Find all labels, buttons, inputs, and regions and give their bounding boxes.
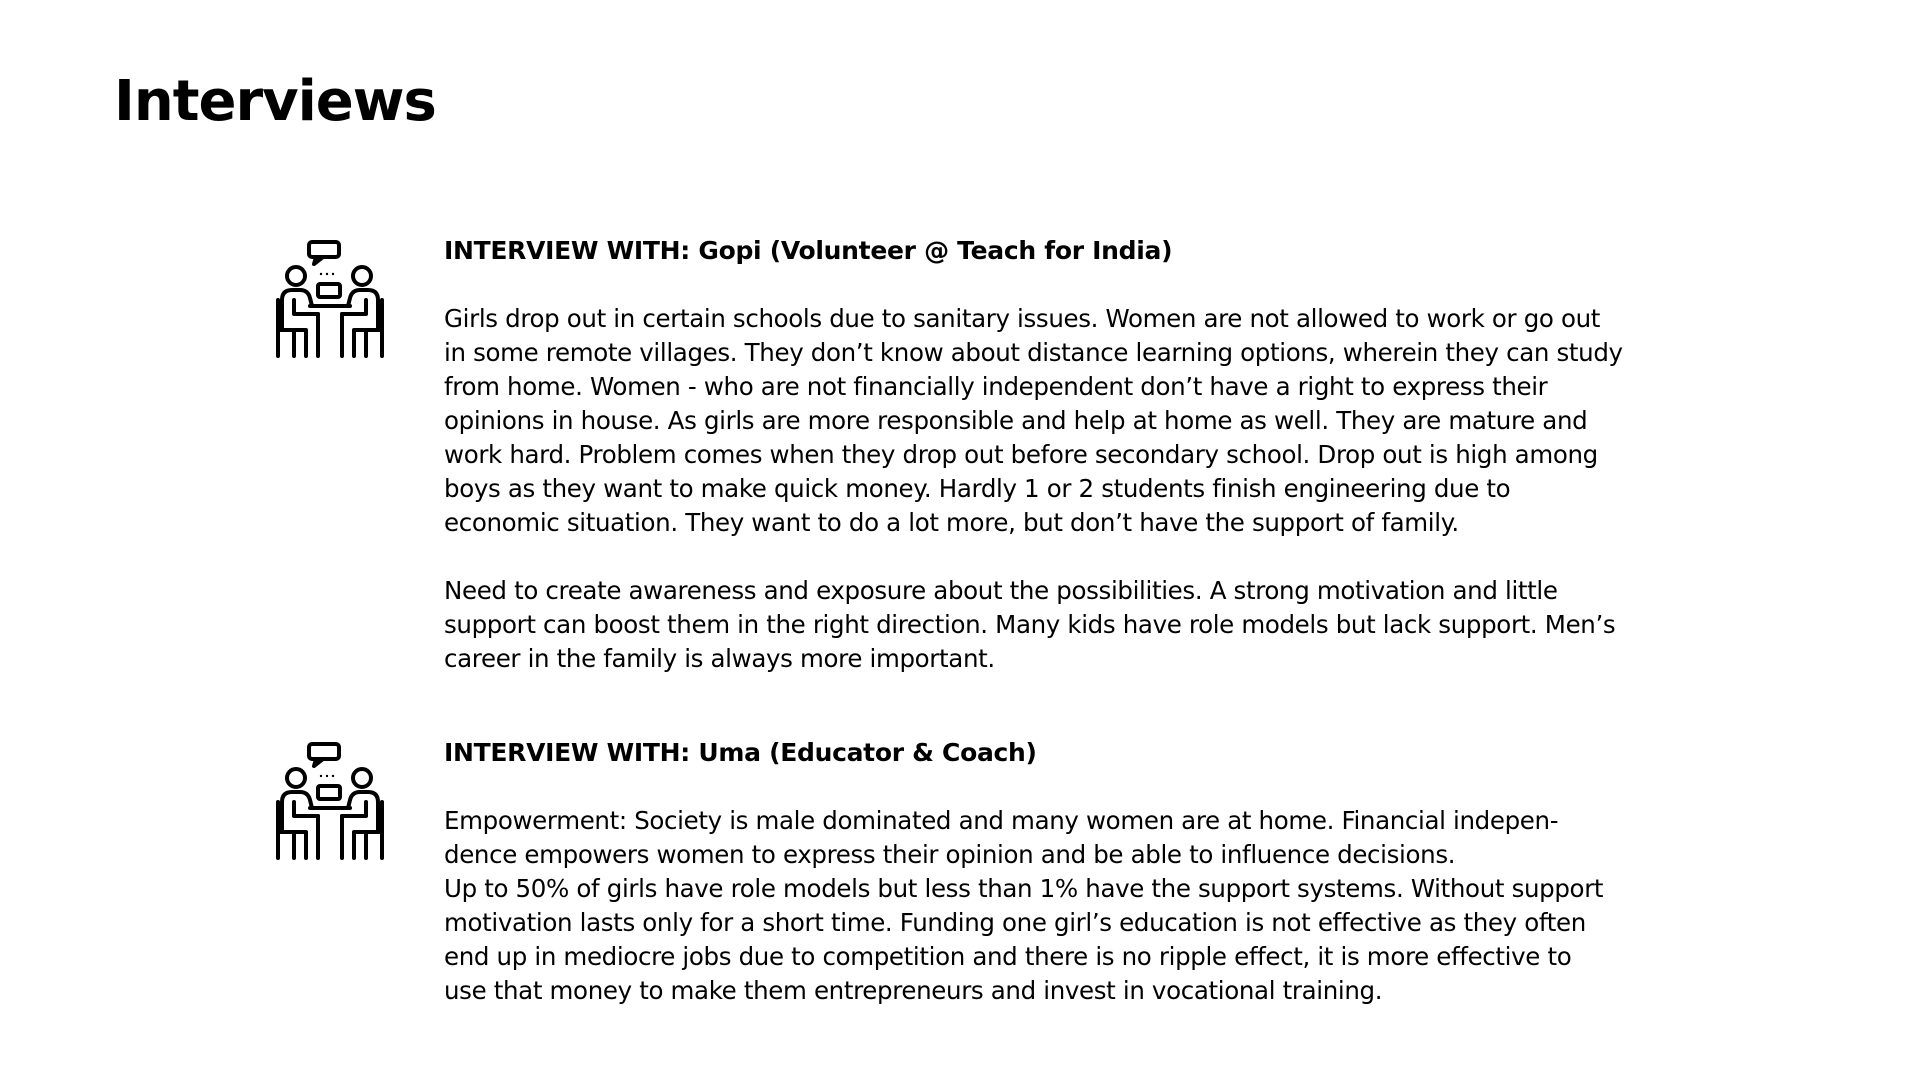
interview-body: [444, 736, 1694, 1008]
interview-paragraph: Empowerment: Society is male dominated and many women are at home. Financial indepen- dence empowers women to express their opinion and be able to influence decisions. Up to 50% of girls have role models but less than 1% have the support systems. Without support motivation lasts only for a short time. Funding one girl’s education is not effective as they often end up in mediocre jobs due to competition and there is no ripple effect, it is more effective to use that money to make them entrepreneurs and invest in vocational training.: [444, 806, 1604, 1005]
interview-paragraph: Need to create awareness and exposure about the possibilities. A strong motivation and little support can boost them in the right direction. Many kids have role models but lack support. Men’s career in the family is always more important.: [444, 576, 1616, 673]
page-title: Interviews: [114, 69, 436, 134]
interview-body: [444, 234, 1694, 676]
interview-conversation-icon: [274, 240, 386, 358]
interview-heading: INTERVIEW WITH: Gopi (Volunteer @ Teach for India): [444, 236, 1173, 265]
interview-conversation-icon: [274, 742, 386, 860]
interview-paragraph: Girls drop out in certain schools due to sanitary issues. Women are not allowed to work or go out in some remote villages. They don’t know about distance learning options, wherein they can study from home. Women - who are not financially independent don’t have a right to express their opinions in house. As girls are more responsible and help at home as well. They are mature and work hard. Problem comes when they drop out before secondary school. Drop out is high among boys as they want to make quick money. Hardly 1 or 2 students finish engineering due to economic situation. They want to do a lot more, but don’t have the support of family.: [444, 304, 1623, 537]
interview-heading: INTERVIEW WITH: Uma (Educator & Coach): [444, 738, 1037, 767]
